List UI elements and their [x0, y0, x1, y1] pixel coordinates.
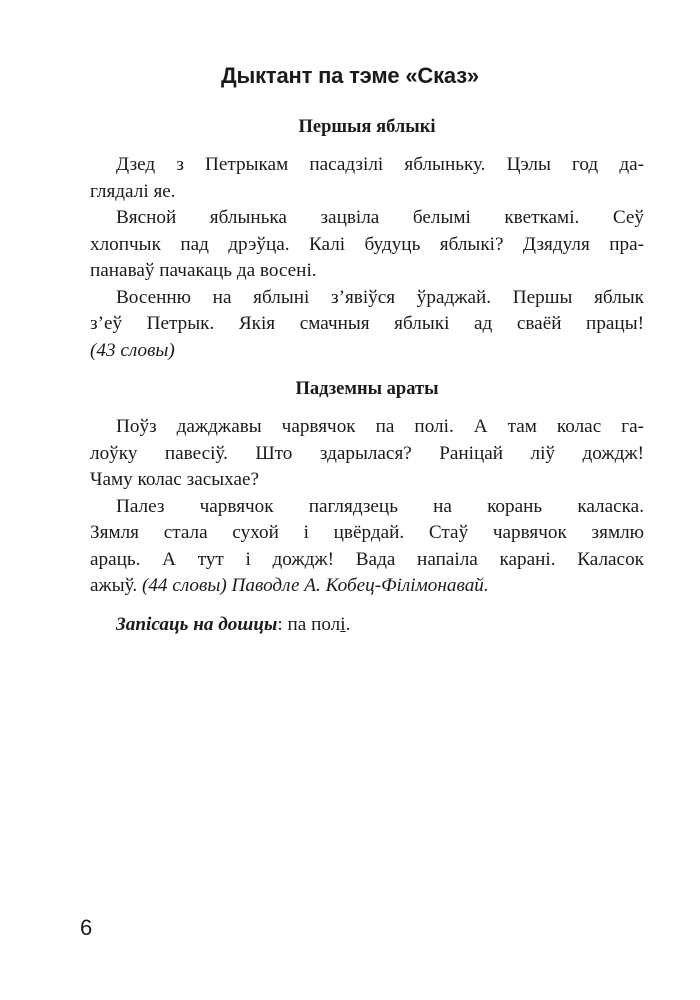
- text-fragment: ажыў.: [90, 575, 138, 596]
- board-note-label: Запісаць на дошцы: [116, 613, 278, 635]
- source-attribution: Паводле А. Кобец-Філімонавай.: [231, 575, 489, 596]
- board-note: [90, 612, 644, 639]
- text-line: Вясной яблынька зацвіла белымі кветкамі. Сеў: [116, 207, 644, 228]
- text-line: Поўз дажджавы чарвячок па полі. А там колас га-: [116, 416, 644, 437]
- page-number: 6: [80, 915, 93, 940]
- page-title: Дыктант па тэме «Сказ»: [221, 63, 479, 88]
- text-line: хлопчык пад дрэўца. Калі будуць яблыкі? Дзядуля пра-: [90, 233, 644, 255]
- dictation-2-paragraph-1: [90, 414, 644, 494]
- text-line: араць. А тут і дождж! Вада напаіла карані. Каласок: [90, 548, 644, 570]
- text-line: Палез чарвячок паглядзець на корань каласка.: [116, 495, 644, 517]
- text-line: Зямля стала сухой і цвёрдай. Стаў чарвячок зямлю: [90, 522, 644, 543]
- board-note-line: Запісаць на дошцы: па полі.: [116, 613, 351, 635]
- dictation-1: [90, 114, 644, 364]
- board-note-underlined-letter: і: [340, 613, 346, 635]
- text-line: з’еў Петрык. Якія смачныя яблыкі ад сваёй працы!: [90, 313, 644, 334]
- dictation-2-paragraph-2: [90, 494, 644, 600]
- dictation-2-heading: Падземны араты: [295, 379, 439, 399]
- board-note-end: .: [345, 613, 351, 635]
- word-count: (44 словы): [141, 575, 227, 596]
- word-count: (43 словы): [90, 339, 175, 361]
- text-line-with-source: [90, 573, 644, 600]
- dictation-1-paragraph-2: [90, 205, 644, 285]
- text-line: Дзед з Петрыкам пасадзілі яблыньку. Цэлы год да-: [116, 154, 644, 175]
- text-line: Чаму колас засыхае?: [90, 469, 260, 490]
- text-line: Восенню на яблыні з’явіўся ўраджай. Першы яблык: [116, 286, 644, 308]
- dictation-1-heading: Першыя яблыкі: [298, 117, 436, 137]
- text-line: глядалі яе.: [90, 180, 176, 202]
- dictation-1-paragraph-3: [90, 285, 644, 365]
- text-line: панаваў пачакаць да восені.: [90, 260, 317, 281]
- board-note-text: па пол: [287, 613, 341, 635]
- dictation-1-paragraph-1: [90, 152, 644, 205]
- dictation-2: [90, 376, 644, 638]
- text-line: лоўку павесіў. Што здарылася? Раніцай ліў дождж!: [90, 442, 644, 464]
